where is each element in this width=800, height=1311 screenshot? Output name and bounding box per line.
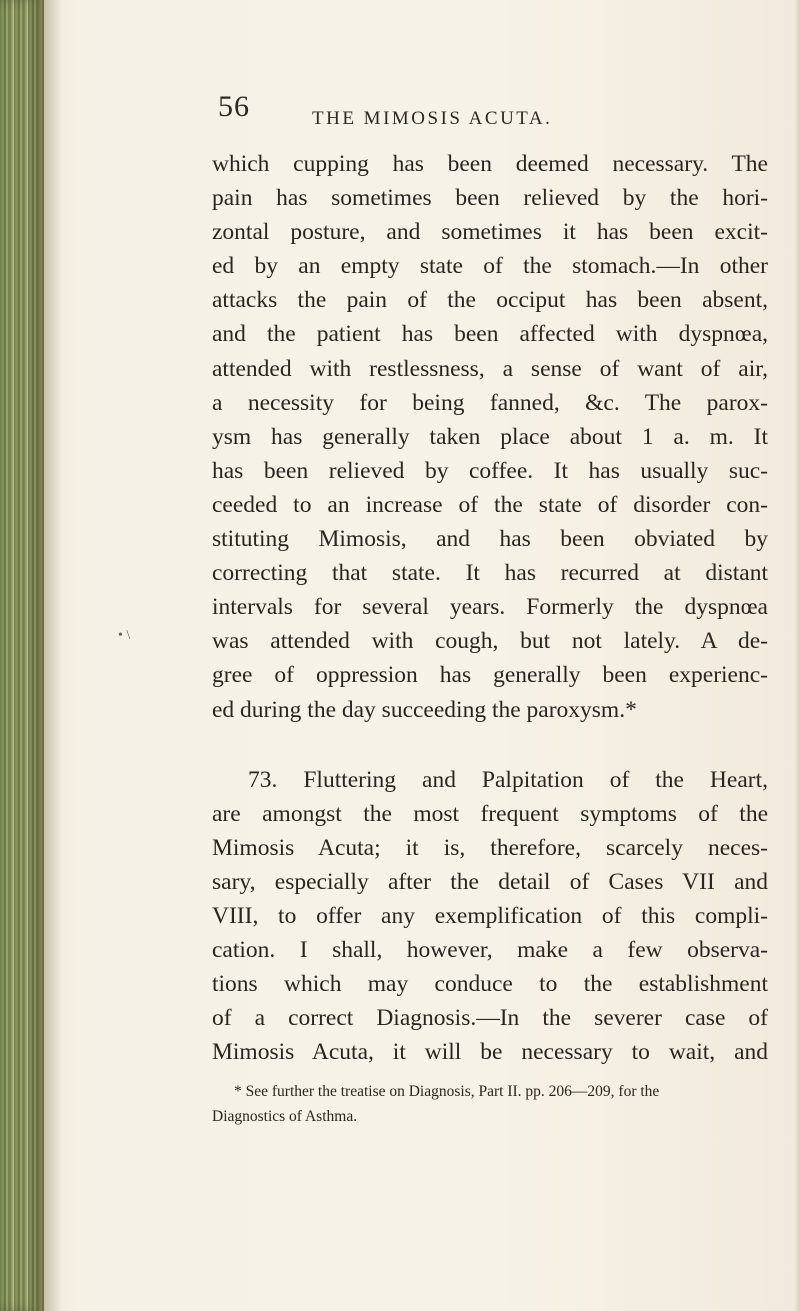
binding-gutter: [0, 0, 44, 1311]
page-edge: [794, 0, 800, 1311]
text-line: intervals for several years. Formerly the dyspnœa: [212, 594, 768, 621]
text-line: has been relieved by coffee. It has usually suc-: [212, 457, 768, 484]
text-line: which cupping has been deemed necessary. The: [212, 151, 768, 177]
margin-mark: • \: [118, 628, 131, 643]
body-text: [212, 147, 768, 1069]
footnote-line: * See further the treatise on Diagnosis, Part II. pp. 206—209, for the: [234, 1083, 660, 1100]
text-line: gree of oppression has generally been experienc-: [212, 662, 768, 689]
text-line: ceeded to an increase of the state of disorder con-: [212, 491, 768, 518]
text-line: of a correct Diagnosis.—In the severer case of: [212, 1005, 768, 1032]
text-line: ysm has generally taken place about 1 a. m. It: [212, 423, 768, 450]
text-line: Mimosis Acuta, it will be necessary to wait, and: [212, 1039, 768, 1066]
text-line: pain has sometimes been relieved by the hori-: [212, 185, 768, 212]
text-line: was attended with cough, but not lately. A de-: [212, 628, 768, 655]
text-line: zontal posture, and sometimes it has been excit-: [212, 219, 768, 246]
text-line: and the patient has been affected with dyspnœa,: [212, 321, 768, 348]
section-heading-line: 73. Fluttering and Palpitation of the Heart,: [248, 766, 768, 793]
text-line: cation. I shall, however, make a few observa-: [212, 937, 768, 964]
text-line: VIII, to offer any exemplification of this compli-: [212, 902, 768, 929]
text-line: ed during the day succeeding the paroxysm.*: [212, 696, 637, 723]
paragraph-break: [212, 727, 768, 763]
text-line: tions which may conduce to the establishment: [212, 971, 768, 998]
text-line: stituting Mimosis, and has been obviated by: [212, 526, 768, 553]
text-line: attacks the pain of the occiput has been absent,: [212, 287, 768, 314]
text-line: sary, especially after the detail of Cases VII and: [212, 868, 768, 895]
text-line: Mimosis Acuta; it is, therefore, scarcely neces-: [212, 834, 768, 861]
page-number: 56: [218, 90, 250, 123]
text-line: a necessity for being fanned, &c. The parox-: [212, 389, 768, 416]
footnote: [212, 1079, 768, 1129]
text-line: are amongst the most frequent symptoms of the: [212, 800, 768, 827]
text-line: ed by an empty state of the stomach.—In other: [212, 253, 768, 280]
footnote-line: Diagnostics of Asthma.: [212, 1108, 358, 1125]
text-line: correcting that state. It has recurred at distant: [212, 560, 768, 587]
running-head: THE MIMOSIS ACUTA.: [312, 108, 553, 129]
text-line: attended with restlessness, a sense of want of air,: [212, 355, 768, 382]
gutter-shadow: [40, 0, 62, 1311]
